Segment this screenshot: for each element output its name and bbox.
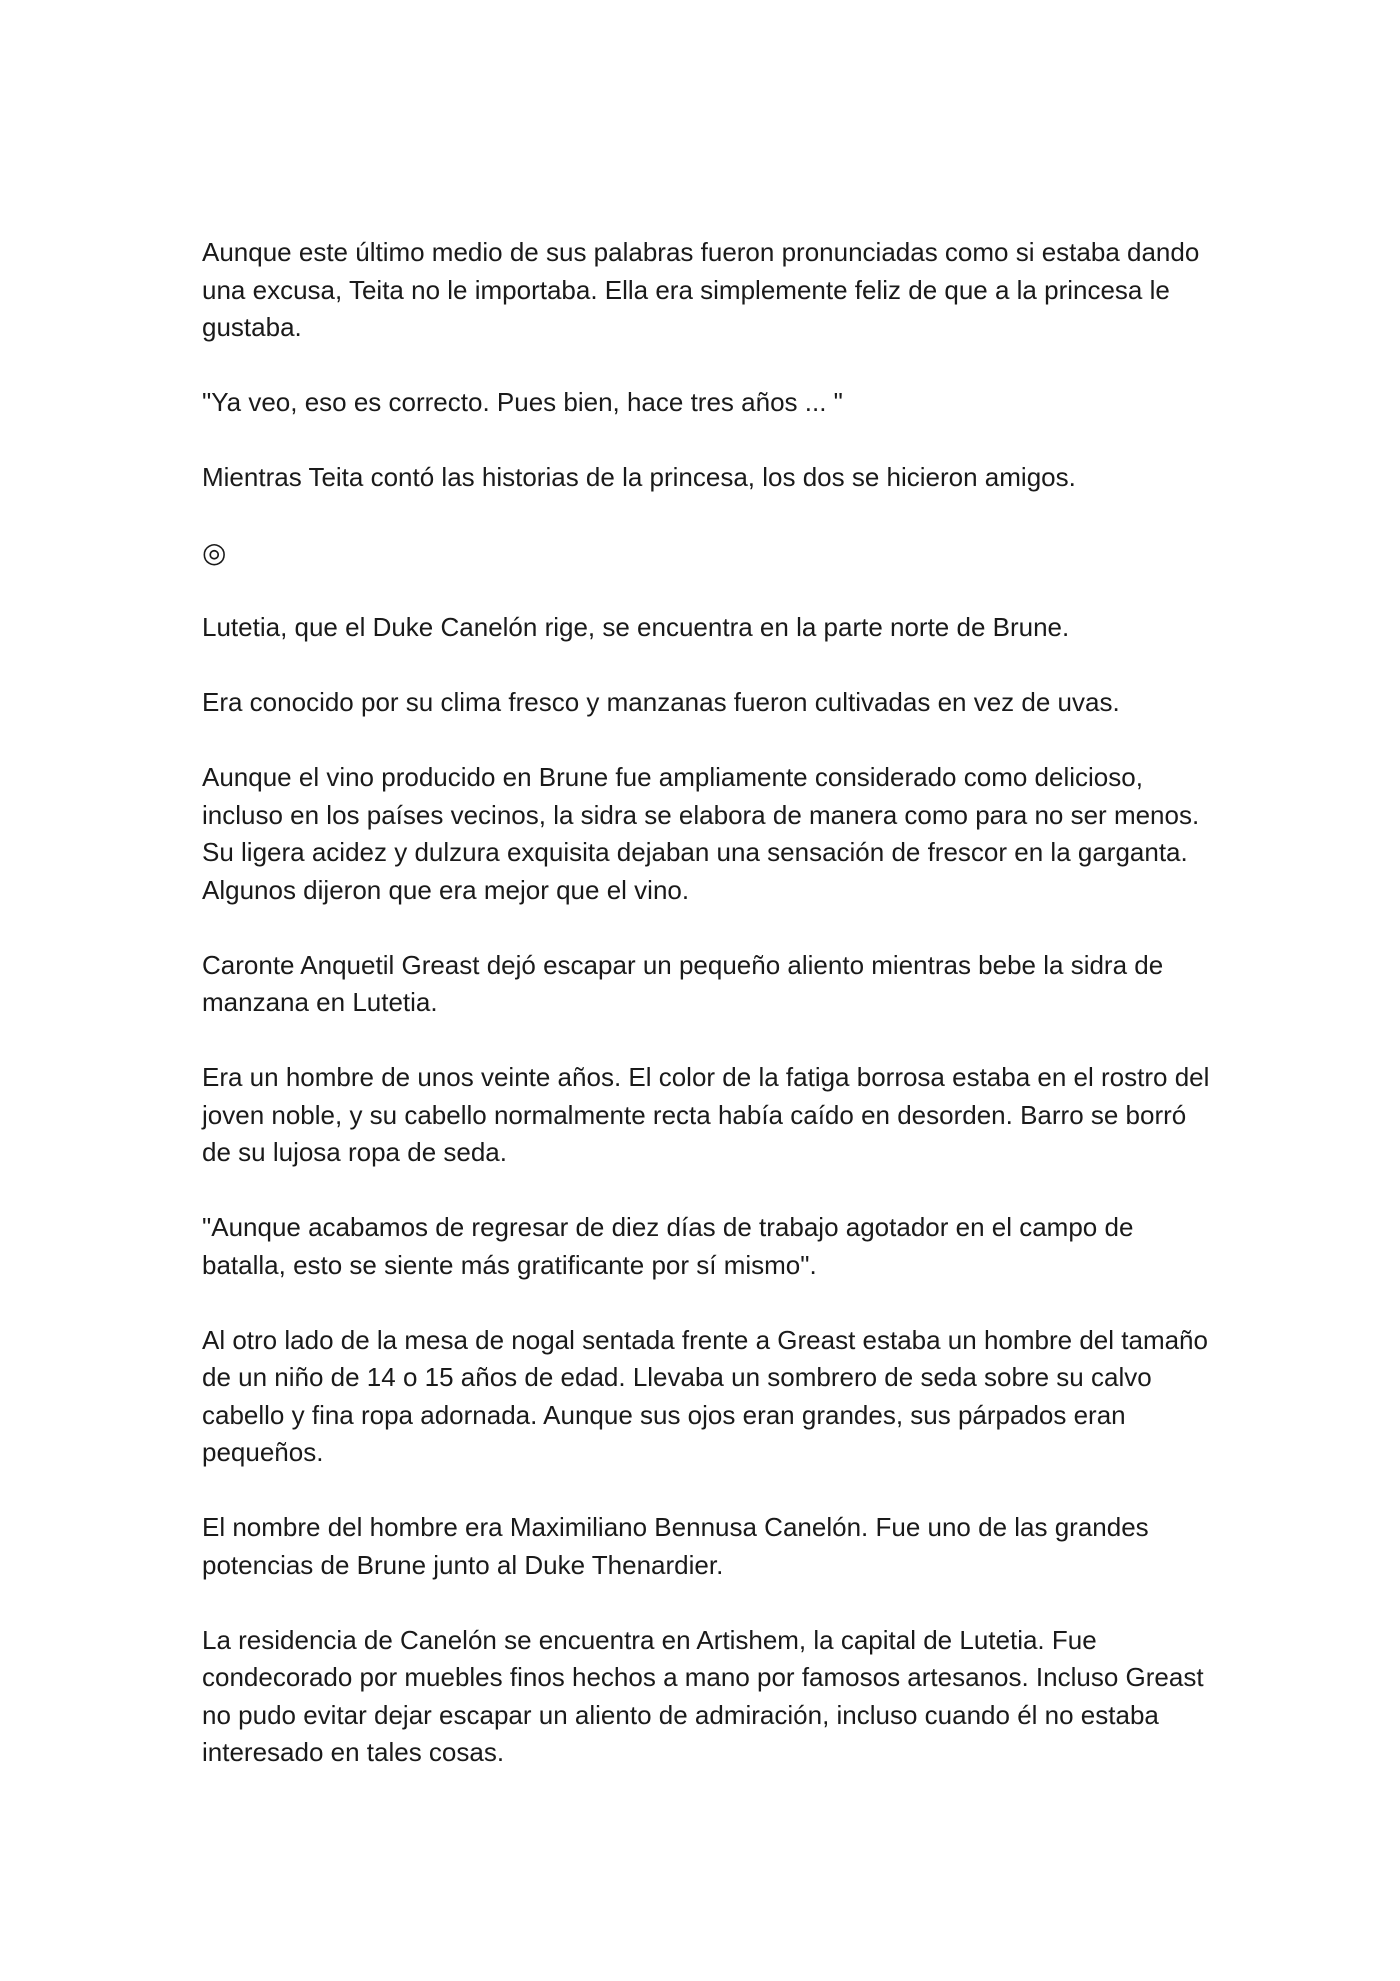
paragraph-8: Era un hombre de unos veinte años. El color de la fatiga borrosa estaba en el rostro del joven noble, y su cabello normalmente recta había caído en desorden. Barro se borró de su lujosa ropa de seda. <box>202 1062 1210 1167</box>
paragraph-2-dialogue: "Ya veo, eso es correcto. Pues bien, hace tres años ... " <box>202 387 843 417</box>
paragraph-6: Aunque el vino producido en Brune fue ampliamente considerado como delicioso, incluso en los países vecinos, la sidra se elabora de manera como para no ser menos. Su ligera acidez y dulzura exquisita dejaban una sensación de frescor en la garganta. Algunos dijeron que era mejor que el vino. <box>202 762 1200 905</box>
paragraph-3: Mientras Teita contó las historias de la princesa, los dos se hicieron amigos. <box>202 462 1076 492</box>
paragraph-10: Al otro lado de la mesa de nogal sentada frente a Greast estaba un hombre del tamaño de un niño de 14 o 15 años de edad. Llevaba un sombrero de seda sobre su calvo cabello y fina ropa adornada. Aunque sus ojos eran grandes, sus párpados eran pequeños. <box>202 1324 1208 1467</box>
paragraph-12: La residencia de Canelón se encuentra en Artishem, la capital de Lutetia. Fue condecorado por muebles finos hechos a mano por famosos artesanos. Incluso Greast no pudo evitar dejar escapar un aliento de admiración, incluso cuando él no estaba interesado en tales cosas. <box>202 1624 1204 1767</box>
section-break-symbol: ◎ <box>202 536 227 569</box>
paragraph-9-dialogue: "Aunque acabamos de regresar de diez días de trabajo agotador en el campo de batalla, esto se siente más gratificante por sí mismo". <box>202 1212 1134 1280</box>
paragraph-11: El nombre del hombre era Maximiliano Bennusa Canelón. Fue uno de las grandes potencias de Brune junto al Duke Thenardier. <box>202 1512 1149 1580</box>
paragraph-1: Aunque este último medio de sus palabras fueron pronunciadas como si estaba dando una excusa, Teita no le importaba. Ella era simplemente feliz de que a la princesa le gustaba. <box>202 237 1200 342</box>
paragraph-4: Lutetia, que el Duke Canelón rige, se encuentra en la parte norte de Brune. <box>202 612 1070 642</box>
paragraph-5: Era conocido por su clima fresco y manzanas fueron cultivadas en vez de uvas. <box>202 687 1120 717</box>
document-body <box>202 234 1212 1772</box>
paragraph-7: Caronte Anquetil Greast dejó escapar un pequeño aliento mientras bebe la sidra de manzana en Lutetia. <box>202 949 1164 1017</box>
